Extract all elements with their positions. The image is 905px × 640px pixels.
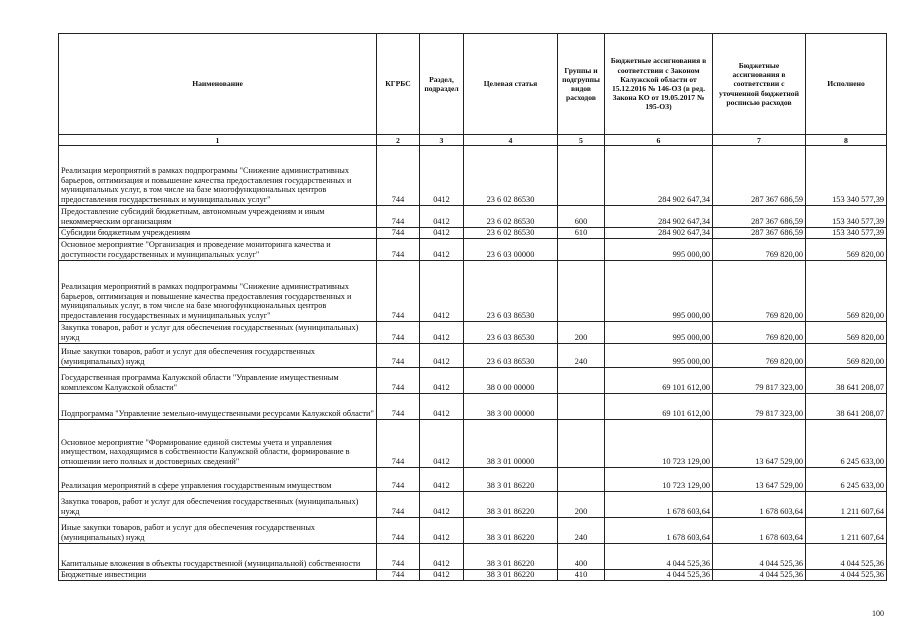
- row-kgrbs: 744: [377, 206, 420, 228]
- row-target: 23 6 03 00000: [464, 239, 558, 261]
- row-law: 995 000,00: [605, 344, 713, 368]
- row-kgrbs: 744: [377, 492, 420, 518]
- row-executed: 569 820,00: [806, 322, 887, 344]
- row-group: 610: [558, 228, 605, 239]
- row-refined: 79 817 323,00: [713, 368, 806, 394]
- row-section: 0412: [420, 261, 464, 322]
- row-law: 1 678 603,64: [605, 518, 713, 544]
- column-number: 7: [713, 135, 806, 146]
- row-name: Предоставление субсидий бюджетным, автономным учреждениям и иным некоммерческим организациям: [59, 206, 377, 228]
- row-target: 38 3 01 86220: [464, 570, 558, 581]
- row-executed: 6 245 633,00: [806, 468, 887, 492]
- table-row: [59, 420, 887, 468]
- row-refined: 287 367 686,59: [713, 206, 806, 228]
- header-name: Наименование: [59, 34, 377, 135]
- table-row: [59, 322, 887, 344]
- row-kgrbs: 744: [377, 394, 420, 420]
- row-target: 23 6 02 86530: [464, 206, 558, 228]
- row-refined: 287 367 686,59: [713, 228, 806, 239]
- row-group: 240: [558, 518, 605, 544]
- row-refined: 769 820,00: [713, 261, 806, 322]
- row-executed: 4 044 525,36: [806, 544, 887, 570]
- row-law: 1 678 603,64: [605, 492, 713, 518]
- row-section: 0412: [420, 420, 464, 468]
- row-name: Реализация мероприятий в сфере управления государственным имуществом: [59, 468, 377, 492]
- page-number: 100: [872, 609, 884, 618]
- row-name: Бюджетные инвестиции: [59, 570, 377, 581]
- row-group: 410: [558, 570, 605, 581]
- row-section: 0412: [420, 544, 464, 570]
- row-group: [558, 261, 605, 322]
- column-number: 5: [558, 135, 605, 146]
- row-name: Реализация мероприятий в рамках подпрограммы "Снижение административных барьеров, оптимизация и повышение качества предоставления государственных и муниципальных услуг, в том числе на базе многофункциональных центров предоставления государственных и муниципальных услуг": [59, 146, 377, 206]
- row-section: 0412: [420, 322, 464, 344]
- row-group: [558, 239, 605, 261]
- header-law: Бюджетные ассигнования в соответствии с Законом Калужской области от 15.12.2016 № 146-ОЗ (в ред. Закона КО от 19.05.2017 № 195-ОЗ): [605, 34, 713, 135]
- row-target: 38 3 00 00000: [464, 394, 558, 420]
- row-group: 200: [558, 492, 605, 518]
- table-row: [59, 146, 887, 206]
- row-section: 0412: [420, 394, 464, 420]
- table-row: [59, 261, 887, 322]
- row-law: 69 101 612,00: [605, 368, 713, 394]
- row-name: Основное мероприятие "Организация и проведение мониторинга качества и доступности государственных и муниципальных услуг": [59, 239, 377, 261]
- table-row: [59, 368, 887, 394]
- row-name: Государственная программа Калужской области "Управление имущественным комплексом Калужской области": [59, 368, 377, 394]
- table-row: [59, 228, 887, 239]
- row-kgrbs: 744: [377, 518, 420, 544]
- row-group: [558, 420, 605, 468]
- column-number: 1: [59, 135, 377, 146]
- row-refined: 1 678 603,64: [713, 492, 806, 518]
- row-target: 38 3 01 00000: [464, 420, 558, 468]
- row-law: 995 000,00: [605, 261, 713, 322]
- row-executed: 6 245 633,00: [806, 420, 887, 468]
- row-section: 0412: [420, 146, 464, 206]
- row-target: 38 3 01 86220: [464, 518, 558, 544]
- row-section: 0412: [420, 206, 464, 228]
- row-law: 284 902 647,34: [605, 206, 713, 228]
- header-row: [59, 34, 887, 135]
- row-executed: 569 820,00: [806, 261, 887, 322]
- row-section: 0412: [420, 228, 464, 239]
- row-target: 23 6 03 86530: [464, 261, 558, 322]
- row-target: 38 3 01 86220: [464, 468, 558, 492]
- row-law: 4 044 525,36: [605, 544, 713, 570]
- column-number: 2: [377, 135, 420, 146]
- row-executed: 153 340 577,39: [806, 146, 887, 206]
- row-name: Закупка товаров, работ и услуг для обеспечения государственных (муниципальных) нужд: [59, 322, 377, 344]
- header-groups: Группы и подгруппы видов расходов: [558, 34, 605, 135]
- row-group: 400: [558, 544, 605, 570]
- row-group: [558, 146, 605, 206]
- row-refined: 4 044 525,36: [713, 544, 806, 570]
- row-law: 69 101 612,00: [605, 394, 713, 420]
- row-kgrbs: 744: [377, 368, 420, 394]
- table-row: [59, 239, 887, 261]
- table-row: [59, 518, 887, 544]
- table-row: [59, 544, 887, 570]
- header-section: Раздел, подраздел: [420, 34, 464, 135]
- row-refined: 769 820,00: [713, 322, 806, 344]
- budget-table: [58, 33, 887, 581]
- header-kgrbs: КГРБС: [377, 34, 420, 135]
- column-number: 3: [420, 135, 464, 146]
- row-group: [558, 394, 605, 420]
- header-executed: Исполнено: [806, 34, 887, 135]
- column-number-row: [59, 135, 887, 146]
- row-name: Иные закупки товаров, работ и услуг для обеспечения государственных (муниципальных) нужд: [59, 518, 377, 544]
- row-refined: 4 044 525,36: [713, 570, 806, 581]
- row-executed: 153 340 577,39: [806, 206, 887, 228]
- row-executed: 1 211 607,64: [806, 492, 887, 518]
- row-target: 38 3 01 86220: [464, 544, 558, 570]
- row-refined: 769 820,00: [713, 239, 806, 261]
- row-target: 23 6 02 86530: [464, 228, 558, 239]
- column-number: 8: [806, 135, 887, 146]
- table-row: [59, 570, 887, 581]
- row-law: 284 902 647,34: [605, 228, 713, 239]
- row-executed: 1 211 607,64: [806, 518, 887, 544]
- row-name: Закупка товаров, работ и услуг для обеспечения государственных (муниципальных) нужд: [59, 492, 377, 518]
- row-executed: 38 641 208,07: [806, 394, 887, 420]
- row-section: 0412: [420, 239, 464, 261]
- row-group: [558, 368, 605, 394]
- row-kgrbs: 744: [377, 544, 420, 570]
- table-row: [59, 492, 887, 518]
- row-section: 0412: [420, 368, 464, 394]
- row-refined: 13 647 529,00: [713, 468, 806, 492]
- row-section: 0412: [420, 492, 464, 518]
- row-executed: 569 820,00: [806, 239, 887, 261]
- row-kgrbs: 744: [377, 322, 420, 344]
- row-group: [558, 468, 605, 492]
- table-row: [59, 206, 887, 228]
- row-target: 23 6 03 86530: [464, 344, 558, 368]
- row-name: Подпрограмма "Управление земельно-имущественными ресурсами Калужской области": [59, 394, 377, 420]
- row-section: 0412: [420, 518, 464, 544]
- row-law: 995 000,00: [605, 322, 713, 344]
- row-executed: 153 340 577,39: [806, 228, 887, 239]
- row-kgrbs: 744: [377, 420, 420, 468]
- row-executed: 4 044 525,36: [806, 570, 887, 581]
- table-row: [59, 344, 887, 368]
- row-law: 4 044 525,36: [605, 570, 713, 581]
- row-kgrbs: 744: [377, 468, 420, 492]
- row-group: 240: [558, 344, 605, 368]
- row-refined: 287 367 686,59: [713, 146, 806, 206]
- row-kgrbs: 744: [377, 261, 420, 322]
- row-refined: 769 820,00: [713, 344, 806, 368]
- row-kgrbs: 744: [377, 146, 420, 206]
- row-kgrbs: 744: [377, 228, 420, 239]
- row-name: Субсидии бюджетным учреждениям: [59, 228, 377, 239]
- row-target: 38 0 00 00000: [464, 368, 558, 394]
- row-target: 38 3 01 86220: [464, 492, 558, 518]
- row-law: 10 723 129,00: [605, 420, 713, 468]
- row-target: 23 6 03 86530: [464, 322, 558, 344]
- row-kgrbs: 744: [377, 239, 420, 261]
- row-name: Капитальные вложения в объекты государственной (муниципальной) собственности: [59, 544, 377, 570]
- column-number: 4: [464, 135, 558, 146]
- row-kgrbs: 744: [377, 344, 420, 368]
- row-executed: 569 820,00: [806, 344, 887, 368]
- row-kgrbs: 744: [377, 570, 420, 581]
- row-section: 0412: [420, 570, 464, 581]
- row-refined: 1 678 603,64: [713, 518, 806, 544]
- row-executed: 38 641 208,07: [806, 368, 887, 394]
- header-refined: Бюджетные ассигнования в соответствии с уточненной бюджетной росписью расходов: [713, 34, 806, 135]
- column-number: 6: [605, 135, 713, 146]
- table-row: [59, 468, 887, 492]
- row-group: 200: [558, 322, 605, 344]
- row-group: 600: [558, 206, 605, 228]
- row-refined: 13 647 529,00: [713, 420, 806, 468]
- header-target: Целевая статья: [464, 34, 558, 135]
- row-target: 23 6 02 86530: [464, 146, 558, 206]
- row-law: 10 723 129,00: [605, 468, 713, 492]
- row-law: 995 000,00: [605, 239, 713, 261]
- row-law: 284 902 647,34: [605, 146, 713, 206]
- row-name: Основное мероприятие "Формирование единой системы учета и управления имуществом, находящимся в собственности Калужской области, формирование в отношении него полных и достоверных сведений": [59, 420, 377, 468]
- row-name: Иные закупки товаров, работ и услуг для обеспечения государственных (муниципальных) нужд: [59, 344, 377, 368]
- row-section: 0412: [420, 468, 464, 492]
- row-refined: 79 817 323,00: [713, 394, 806, 420]
- row-name: Реализация мероприятий в рамках подпрограммы "Снижение административных барьеров, оптимизация и повышение качества предоставления государственных и муниципальных услуг, в том числе на базе многофункциональных центров предоставления государственных и муниципальных услуг": [59, 261, 377, 322]
- row-section: 0412: [420, 344, 464, 368]
- table-row: [59, 394, 887, 420]
